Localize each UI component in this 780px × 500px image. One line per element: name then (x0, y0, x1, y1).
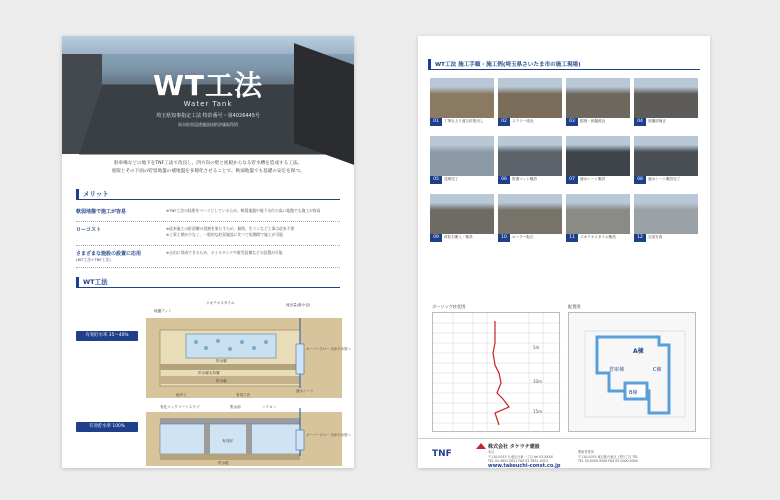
cross-section-diagram-1 (146, 298, 351, 398)
company-logo-icon (476, 443, 486, 449)
step-number: 01 (430, 118, 442, 126)
procedure-step (566, 136, 630, 184)
step-caption: 完成写真 (648, 235, 663, 239)
section-bar (76, 189, 79, 199)
boring-title: ボーリング柱状図 (432, 304, 466, 309)
building-center-label: 倉庫棟 (609, 367, 625, 373)
support-pillar (204, 424, 210, 454)
section-bar (428, 59, 431, 69)
wt-section-header (76, 276, 340, 288)
diagram1-label: 遮水シート (296, 389, 314, 393)
diagram2-label: ハイロン (262, 405, 277, 409)
diagram2-badge: 有効貯水率 100% (76, 422, 138, 432)
procedure-step (430, 78, 494, 126)
site-plan-drawing (569, 313, 697, 433)
diagram1-label: 地中工 (176, 393, 187, 397)
step-number: 02 (498, 118, 510, 126)
step-number: 06 (498, 176, 510, 184)
procedure-step (498, 78, 562, 126)
overflow-box (296, 430, 304, 450)
company-name: 株式会社 タケウチ建設 (488, 444, 540, 450)
procedure-step (430, 194, 494, 242)
concrete-slab (160, 418, 300, 424)
intro-line-1: 駐車場などの地下をTNF工法で改良し、四方向の壁と底板からなる貯水槽を造成する工法。 (113, 161, 303, 166)
hero-photo (62, 36, 354, 150)
merit-section-header (76, 188, 340, 200)
step-number: 08 (634, 176, 646, 184)
step-caption: 再粒石搬入・敷設 (444, 235, 473, 239)
diagram2-label: 貯水板 (218, 461, 229, 465)
step-caption: 見晴完了 (444, 177, 459, 181)
step-caption: 遮水シート敷設 (580, 177, 606, 181)
diagram1-label: 流出量(最小径) (286, 303, 311, 307)
step-photo (498, 194, 562, 234)
step-photo (566, 78, 630, 118)
wt-section-title: WT工法 (83, 278, 108, 286)
diagram1-label: 貯水板 (216, 379, 227, 383)
company-url[interactable]: www.takeuchi-const.co.jp (488, 463, 561, 469)
overflow-box (296, 344, 304, 374)
step-photo (498, 136, 562, 176)
diagram2-label: オーバーフロー 出水下水管へ (306, 433, 351, 437)
intro-text (76, 160, 340, 176)
diagram1-label: ジオテキスタイル (206, 301, 235, 305)
support-pillar (246, 424, 252, 454)
building-c-label: C棟 (653, 367, 662, 373)
merit-key: ローコスト (76, 227, 102, 233)
step-photo (634, 194, 698, 234)
brochure-page-back (418, 36, 710, 468)
procedure-title: WT工法 施工手順・施工例(埼玉県さいたま市の施工現場) (435, 62, 581, 68)
step-number: 04 (634, 118, 646, 126)
depth-label: 5m (533, 345, 540, 350)
procedure-section-header (428, 58, 700, 70)
procedure-step (566, 78, 630, 126)
step-number: 10 (498, 234, 510, 242)
diagram1-badge: 有効貯水率 35〜40% (76, 331, 138, 341)
procedure-step (566, 194, 630, 242)
section-bar (76, 277, 79, 287)
procedure-step (634, 136, 698, 184)
merit-value: ※従来施工の貯留槽の役割を果たすため、掘削、生コンなど工事は従来不要 ※工事工期が少なく、一般的な貯留施設に比べて短期間で施工が可能 (166, 226, 295, 237)
step-number: 05 (430, 176, 442, 184)
boring-log-chart (433, 313, 561, 433)
procedure-step (498, 194, 562, 242)
merit-section-title: メリット (83, 190, 109, 198)
hero-line1: 埼玉県知事指定工法 特許番号・第4026445号 (156, 113, 260, 119)
diagram1-label: 貯水層支持層 (198, 371, 220, 375)
step-number: 12 (634, 234, 646, 242)
step-caption: 丁寧な上り盛る拡張出し (444, 119, 484, 123)
address-branch: 関東営業所 〒110-0015 東京都台東区上野1丁目 TEL TEL 03-0000-0000 FAX 03-0000-0000 (578, 450, 639, 463)
boring-grid (433, 313, 561, 433)
diagram2-label: 有孔コンクリートスラブ (160, 405, 200, 409)
step-caption: 防護マット敷設 (512, 177, 538, 181)
building-b-label: B棟 (629, 390, 638, 396)
merit-row (76, 222, 340, 246)
step-photo (430, 78, 494, 118)
depth-label: 10m (533, 379, 542, 384)
merit-value: ※TNF工法の技術をベースとしているため、軟弱地盤や地下水位の高い地盤でも施工が容易 (166, 208, 321, 213)
procedure-step (634, 194, 698, 242)
tnf-logo: TNF (432, 449, 452, 459)
step-caption: スラリー改良 (512, 119, 534, 123)
hero-line2: 雨水貯留浸透施設技術評価取得済 (178, 122, 238, 127)
step-photo (498, 78, 562, 118)
diagram1-label: オーバーフロー 出水下水管へ (306, 347, 351, 351)
diagram2-label: 集水部 (230, 405, 241, 409)
boring-log (432, 312, 560, 432)
cross-section-diagram-2 (146, 400, 351, 466)
merit-key: さまざまな施設の設置に応用 (76, 251, 142, 257)
step-caption: 掘削・底盤改良 (580, 119, 606, 123)
procedure-step (634, 78, 698, 126)
brochure-page-front (62, 36, 354, 468)
step-number: 03 (566, 118, 578, 126)
diagram1-label: 有効工法 (236, 393, 251, 397)
merit-key: 軟弱地盤で施工が容易 (76, 209, 127, 215)
step-photo (566, 136, 630, 176)
step-number: 07 (566, 176, 578, 184)
site-plan-title: 配置図 (568, 304, 581, 309)
base-slab (160, 454, 300, 460)
step-caption: ローラー転圧 (512, 235, 534, 239)
diagram1-label: 地盤アット (154, 309, 172, 313)
base-slab (160, 364, 300, 370)
procedure-step (430, 136, 494, 184)
step-number: 09 (430, 234, 442, 242)
step-number: 11 (566, 234, 578, 242)
step-photo (634, 78, 698, 118)
address-head-office: 本社 〒110-0015 台東区台東一丁目 tel 03-XXXX TEL 03-3831-0021 FAX 03-3831-0023 (488, 450, 553, 463)
merit-row (76, 246, 340, 268)
step-caption: 底盤部補正 (648, 119, 666, 123)
step-photo (566, 194, 630, 234)
depth-label: 15m (533, 409, 542, 414)
merit-row (76, 204, 340, 222)
step-caption: 遮水シート敷設完了 (648, 177, 681, 181)
hero-title: WT工法 (153, 69, 263, 102)
diagram1-label: 貯水層 (216, 359, 227, 363)
merit-key-sub: (WT工法+TNF工法) (76, 257, 111, 262)
site-plan (568, 312, 696, 432)
step-photo (430, 136, 494, 176)
footer (418, 438, 710, 468)
diagram2-label: 有効部 (222, 439, 233, 443)
support-layer (160, 376, 300, 384)
hero-subtitle: Water Tank (183, 100, 233, 108)
step-caption: ジオテキスタイル敷設 (580, 235, 616, 239)
merit-value: ※自由に形成できるため、オイルタンクや駐雪設備などの設置が可能 (166, 250, 283, 255)
step-photo (430, 194, 494, 234)
water-layer (186, 334, 276, 358)
building-a-label: A棟 (633, 348, 644, 355)
procedure-step (498, 136, 562, 184)
intro-line-2: 底版とその下面の貯留地盤の補地盤を多層化させることで、軟弱地盤でも基礎の安定を保つ。 (111, 169, 305, 174)
step-photo (634, 136, 698, 176)
